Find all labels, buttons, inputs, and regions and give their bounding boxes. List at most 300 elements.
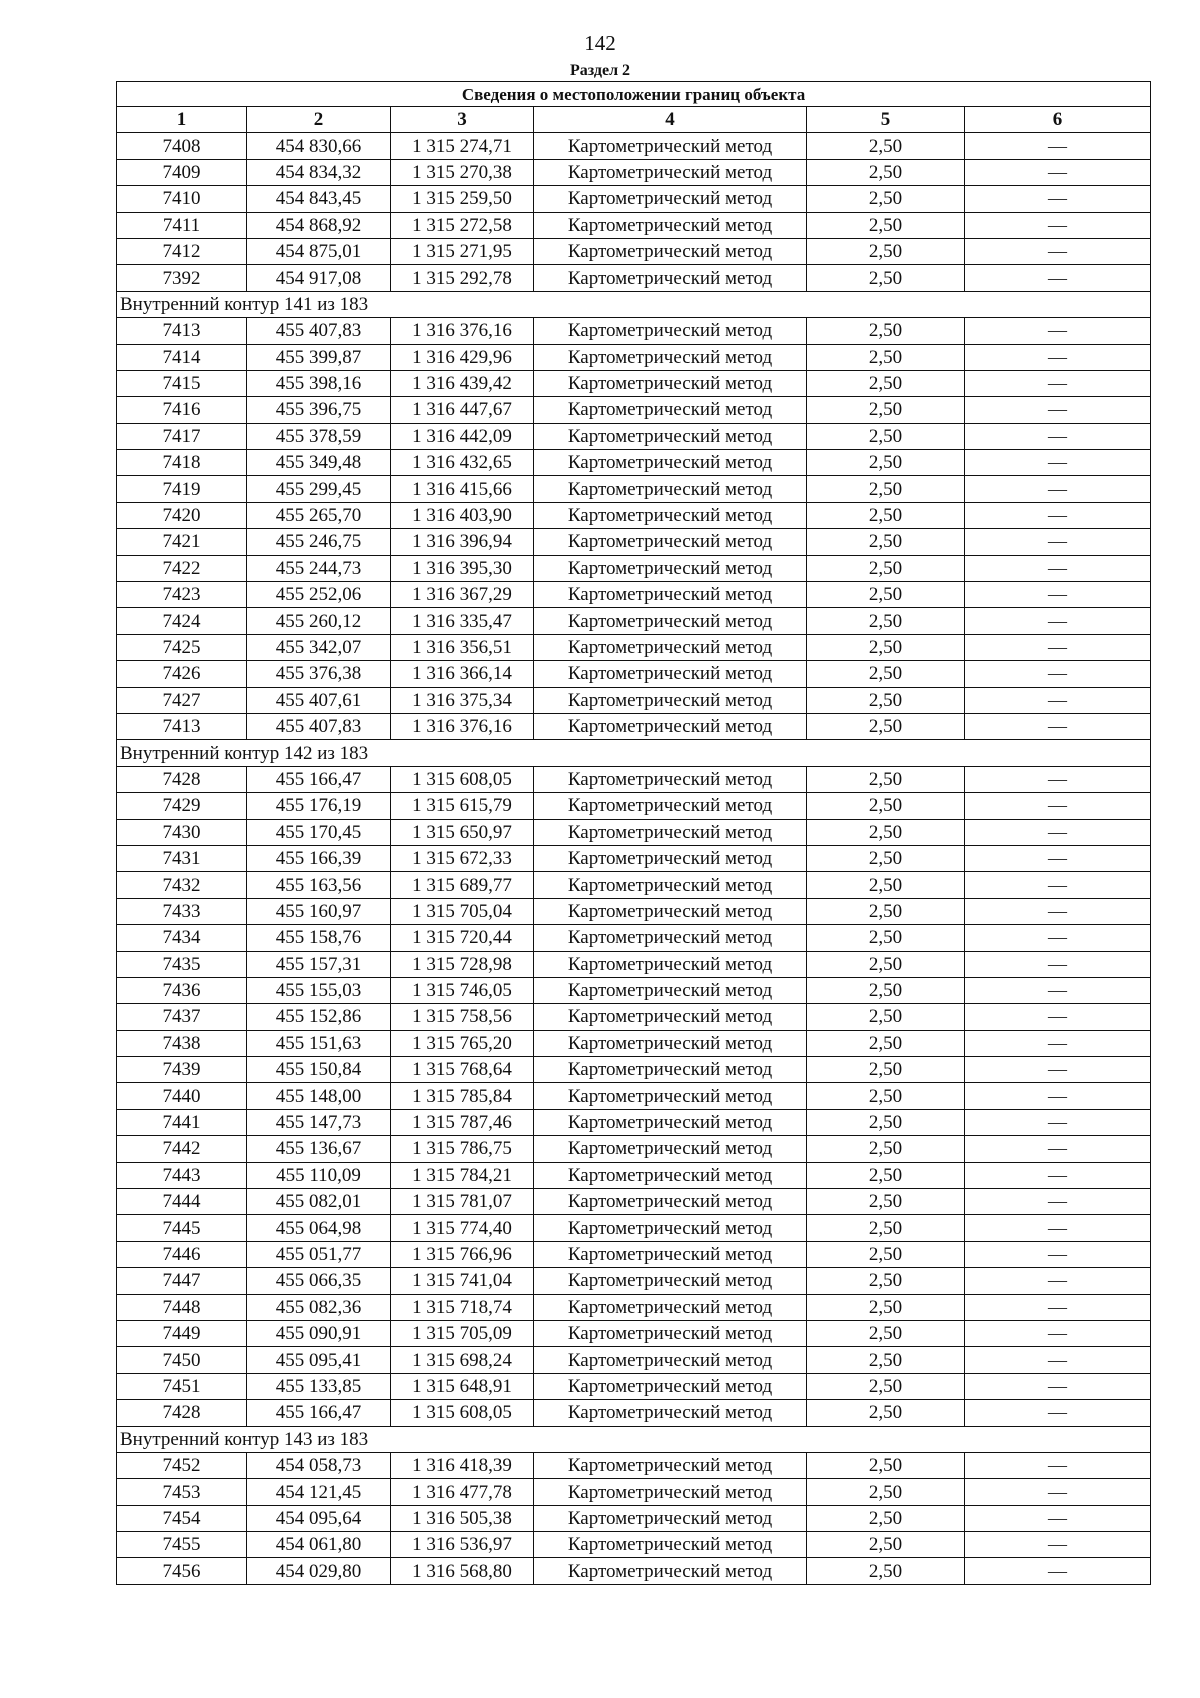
point-number-cell: 7414 bbox=[117, 344, 247, 370]
point-number-cell: 7412 bbox=[117, 238, 247, 264]
table-row bbox=[117, 238, 1151, 264]
y-coordinate-cell: 1 315 698,24 bbox=[391, 1347, 534, 1373]
table-row bbox=[117, 476, 1151, 502]
table-row bbox=[117, 634, 1151, 660]
point-number-cell: 7449 bbox=[117, 1320, 247, 1346]
table-row bbox=[117, 1532, 1151, 1558]
x-coordinate-cell: 455 152,86 bbox=[247, 1004, 391, 1030]
table-row bbox=[117, 1558, 1151, 1584]
x-coordinate-cell: 455 095,41 bbox=[247, 1347, 391, 1373]
method-cell: Картометрический метод bbox=[534, 951, 807, 977]
y-coordinate-cell: 1 315 608,05 bbox=[391, 1400, 534, 1426]
table-row bbox=[117, 1479, 1151, 1505]
y-coordinate-cell: 1 316 429,96 bbox=[391, 344, 534, 370]
description-cell: — bbox=[965, 1373, 1151, 1399]
description-cell: — bbox=[965, 634, 1151, 660]
point-number-cell: 7418 bbox=[117, 450, 247, 476]
accuracy-cell: 2,50 bbox=[807, 1452, 965, 1478]
method-cell: Картометрический метод bbox=[534, 1189, 807, 1215]
point-number-cell: 7424 bbox=[117, 608, 247, 634]
description-cell: — bbox=[965, 344, 1151, 370]
y-coordinate-cell: 1 315 608,05 bbox=[391, 766, 534, 792]
x-coordinate-cell: 455 066,35 bbox=[247, 1268, 391, 1294]
column-header-row bbox=[117, 107, 1151, 133]
table-row bbox=[117, 502, 1151, 528]
point-number-cell: 7420 bbox=[117, 502, 247, 528]
x-coordinate-cell: 455 082,01 bbox=[247, 1189, 391, 1215]
description-cell: — bbox=[965, 1136, 1151, 1162]
description-cell: — bbox=[965, 555, 1151, 581]
method-cell: Картометрический метод bbox=[534, 766, 807, 792]
contour-label: Внутренний контур 142 из 183 bbox=[117, 740, 1151, 766]
accuracy-cell: 2,50 bbox=[807, 1030, 965, 1056]
table-row bbox=[117, 555, 1151, 581]
description-cell: — bbox=[965, 898, 1151, 924]
table-row bbox=[117, 845, 1151, 871]
y-coordinate-cell: 1 315 765,20 bbox=[391, 1030, 534, 1056]
method-cell: Картометрический метод bbox=[534, 1320, 807, 1346]
description-cell: — bbox=[965, 318, 1151, 344]
table-row bbox=[117, 951, 1151, 977]
x-coordinate-cell: 454 834,32 bbox=[247, 159, 391, 185]
method-cell: Картометрический метод bbox=[534, 397, 807, 423]
method-cell: Картометрический метод bbox=[534, 502, 807, 528]
contour-header-row bbox=[117, 291, 1151, 317]
x-coordinate-cell: 455 407,61 bbox=[247, 687, 391, 713]
accuracy-cell: 2,50 bbox=[807, 925, 965, 951]
accuracy-cell: 2,50 bbox=[807, 1400, 965, 1426]
description-cell: — bbox=[965, 1241, 1151, 1267]
description-cell: — bbox=[965, 265, 1151, 291]
method-cell: Картометрический метод bbox=[534, 1083, 807, 1109]
table-row bbox=[117, 1268, 1151, 1294]
x-coordinate-cell: 455 158,76 bbox=[247, 925, 391, 951]
accuracy-cell: 2,50 bbox=[807, 370, 965, 396]
accuracy-cell: 2,50 bbox=[807, 687, 965, 713]
method-cell: Картометрический метод bbox=[534, 450, 807, 476]
y-coordinate-cell: 1 316 356,51 bbox=[391, 634, 534, 660]
point-number-cell: 7432 bbox=[117, 872, 247, 898]
accuracy-cell: 2,50 bbox=[807, 318, 965, 344]
point-number-cell: 7430 bbox=[117, 819, 247, 845]
point-number-cell: 7409 bbox=[117, 159, 247, 185]
x-coordinate-cell: 454 875,01 bbox=[247, 238, 391, 264]
y-coordinate-cell: 1 316 415,66 bbox=[391, 476, 534, 502]
y-coordinate-cell: 1 315 781,07 bbox=[391, 1189, 534, 1215]
x-coordinate-cell: 455 110,09 bbox=[247, 1162, 391, 1188]
column-header-4: 4 bbox=[534, 107, 807, 133]
section-title: Раздел 2 bbox=[569, 62, 631, 79]
accuracy-cell: 2,50 bbox=[807, 529, 965, 555]
point-number-cell: 7422 bbox=[117, 555, 247, 581]
description-cell: — bbox=[965, 450, 1151, 476]
y-coordinate-cell: 1 315 650,97 bbox=[391, 819, 534, 845]
method-cell: Картометрический метод bbox=[534, 1057, 807, 1083]
accuracy-cell: 2,50 bbox=[807, 555, 965, 581]
point-number-cell: 7431 bbox=[117, 845, 247, 871]
contour-label: Внутренний контур 141 из 183 bbox=[117, 291, 1151, 317]
method-cell: Картометрический метод bbox=[534, 1347, 807, 1373]
method-cell: Картометрический метод bbox=[534, 1136, 807, 1162]
accuracy-cell: 2,50 bbox=[807, 1057, 965, 1083]
accuracy-cell: 2,50 bbox=[807, 872, 965, 898]
description-cell: — bbox=[965, 608, 1151, 634]
table-row bbox=[117, 344, 1151, 370]
x-coordinate-cell: 455 252,06 bbox=[247, 582, 391, 608]
accuracy-cell: 2,50 bbox=[807, 397, 965, 423]
contour-label: Внутренний контур 143 из 183 bbox=[117, 1426, 1151, 1452]
description-cell: — bbox=[965, 1057, 1151, 1083]
table-row bbox=[117, 1452, 1151, 1478]
accuracy-cell: 2,50 bbox=[807, 1241, 965, 1267]
y-coordinate-cell: 1 315 272,58 bbox=[391, 212, 534, 238]
table-row bbox=[117, 1294, 1151, 1320]
table-row bbox=[117, 1347, 1151, 1373]
x-coordinate-cell: 455 396,75 bbox=[247, 397, 391, 423]
table-row bbox=[117, 212, 1151, 238]
table-row bbox=[117, 582, 1151, 608]
x-coordinate-cell: 455 260,12 bbox=[247, 608, 391, 634]
method-cell: Картометрический метод bbox=[534, 582, 807, 608]
method-cell: Картометрический метод bbox=[534, 133, 807, 159]
accuracy-cell: 2,50 bbox=[807, 1215, 965, 1241]
table-row bbox=[117, 687, 1151, 713]
accuracy-cell: 2,50 bbox=[807, 265, 965, 291]
y-coordinate-cell: 1 315 705,04 bbox=[391, 898, 534, 924]
accuracy-cell: 2,50 bbox=[807, 450, 965, 476]
y-coordinate-cell: 1 315 689,77 bbox=[391, 872, 534, 898]
method-cell: Картометрический метод bbox=[534, 423, 807, 449]
accuracy-cell: 2,50 bbox=[807, 344, 965, 370]
table-row bbox=[117, 1057, 1151, 1083]
accuracy-cell: 2,50 bbox=[807, 1373, 965, 1399]
y-coordinate-cell: 1 315 270,38 bbox=[391, 159, 534, 185]
table-row bbox=[117, 898, 1151, 924]
table-row bbox=[117, 133, 1151, 159]
x-coordinate-cell: 454 830,66 bbox=[247, 133, 391, 159]
table-row bbox=[117, 1373, 1151, 1399]
x-coordinate-cell: 455 246,75 bbox=[247, 529, 391, 555]
accuracy-cell: 2,50 bbox=[807, 713, 965, 739]
method-cell: Картометрический метод bbox=[534, 159, 807, 185]
accuracy-cell: 2,50 bbox=[807, 1558, 965, 1584]
point-number-cell: 7411 bbox=[117, 212, 247, 238]
accuracy-cell: 2,50 bbox=[807, 159, 965, 185]
point-number-cell: 7416 bbox=[117, 397, 247, 423]
y-coordinate-cell: 1 315 784,21 bbox=[391, 1162, 534, 1188]
point-number-cell: 7450 bbox=[117, 1347, 247, 1373]
contour-header-row bbox=[117, 1426, 1151, 1452]
x-coordinate-cell: 454 095,64 bbox=[247, 1505, 391, 1531]
y-coordinate-cell: 1 315 758,56 bbox=[391, 1004, 534, 1030]
x-coordinate-cell: 455 163,56 bbox=[247, 872, 391, 898]
accuracy-cell: 2,50 bbox=[807, 502, 965, 528]
point-number-cell: 7445 bbox=[117, 1215, 247, 1241]
table-row bbox=[117, 713, 1151, 739]
point-number-cell: 7413 bbox=[117, 318, 247, 344]
accuracy-cell: 2,50 bbox=[807, 1004, 965, 1030]
table-row bbox=[117, 1215, 1151, 1241]
table-body bbox=[117, 133, 1151, 1584]
method-cell: Картометрический метод bbox=[534, 661, 807, 687]
x-coordinate-cell: 455 136,67 bbox=[247, 1136, 391, 1162]
description-cell: — bbox=[965, 238, 1151, 264]
point-number-cell: 7415 bbox=[117, 370, 247, 396]
point-number-cell: 7427 bbox=[117, 687, 247, 713]
column-header-6: 6 bbox=[965, 107, 1151, 133]
x-coordinate-cell: 454 843,45 bbox=[247, 186, 391, 212]
x-coordinate-cell: 455 407,83 bbox=[247, 318, 391, 344]
x-coordinate-cell: 455 166,47 bbox=[247, 766, 391, 792]
y-coordinate-cell: 1 316 442,09 bbox=[391, 423, 534, 449]
table-caption-row bbox=[117, 82, 1151, 107]
method-cell: Картометрический метод bbox=[534, 1373, 807, 1399]
accuracy-cell: 2,50 bbox=[807, 238, 965, 264]
method-cell: Картометрический метод bbox=[534, 1400, 807, 1426]
y-coordinate-cell: 1 316 367,29 bbox=[391, 582, 534, 608]
x-coordinate-cell: 455 407,83 bbox=[247, 713, 391, 739]
y-coordinate-cell: 1 315 774,40 bbox=[391, 1215, 534, 1241]
y-coordinate-cell: 1 316 335,47 bbox=[391, 608, 534, 634]
x-coordinate-cell: 455 299,45 bbox=[247, 476, 391, 502]
table-row bbox=[117, 977, 1151, 1003]
table-row bbox=[117, 529, 1151, 555]
method-cell: Картометрический метод bbox=[534, 529, 807, 555]
point-number-cell: 7417 bbox=[117, 423, 247, 449]
point-number-cell: 7429 bbox=[117, 793, 247, 819]
y-coordinate-cell: 1 315 746,05 bbox=[391, 977, 534, 1003]
table-row bbox=[117, 661, 1151, 687]
method-cell: Картометрический метод bbox=[534, 318, 807, 344]
description-cell: — bbox=[965, 925, 1151, 951]
point-number-cell: 7392 bbox=[117, 265, 247, 291]
method-cell: Картометрический метод bbox=[534, 1109, 807, 1135]
x-coordinate-cell: 455 157,31 bbox=[247, 951, 391, 977]
x-coordinate-cell: 455 148,00 bbox=[247, 1083, 391, 1109]
method-cell: Картометрический метод bbox=[534, 186, 807, 212]
y-coordinate-cell: 1 316 447,67 bbox=[391, 397, 534, 423]
method-cell: Картометрический метод bbox=[534, 555, 807, 581]
point-number-cell: 7453 bbox=[117, 1479, 247, 1505]
table-row bbox=[117, 1400, 1151, 1426]
accuracy-cell: 2,50 bbox=[807, 476, 965, 502]
y-coordinate-cell: 1 316 536,97 bbox=[391, 1532, 534, 1558]
description-cell: — bbox=[965, 713, 1151, 739]
y-coordinate-cell: 1 316 366,14 bbox=[391, 661, 534, 687]
point-number-cell: 7419 bbox=[117, 476, 247, 502]
method-cell: Картометрический метод bbox=[534, 634, 807, 660]
table-row bbox=[117, 318, 1151, 344]
method-cell: Картометрический метод bbox=[534, 265, 807, 291]
table-row bbox=[117, 925, 1151, 951]
table-row bbox=[117, 450, 1151, 476]
accuracy-cell: 2,50 bbox=[807, 212, 965, 238]
x-coordinate-cell: 455 176,19 bbox=[247, 793, 391, 819]
y-coordinate-cell: 1 316 403,90 bbox=[391, 502, 534, 528]
point-number-cell: 7435 bbox=[117, 951, 247, 977]
point-number-cell: 7425 bbox=[117, 634, 247, 660]
point-number-cell: 7410 bbox=[117, 186, 247, 212]
table-row bbox=[117, 766, 1151, 792]
x-coordinate-cell: 455 398,16 bbox=[247, 370, 391, 396]
y-coordinate-cell: 1 316 477,78 bbox=[391, 1479, 534, 1505]
x-coordinate-cell: 455 378,59 bbox=[247, 423, 391, 449]
accuracy-cell: 2,50 bbox=[807, 1109, 965, 1135]
x-coordinate-cell: 455 166,47 bbox=[247, 1400, 391, 1426]
table-row bbox=[117, 370, 1151, 396]
y-coordinate-cell: 1 315 720,44 bbox=[391, 925, 534, 951]
column-header-2: 2 bbox=[247, 107, 391, 133]
point-number-cell: 7447 bbox=[117, 1268, 247, 1294]
point-number-cell: 7442 bbox=[117, 1136, 247, 1162]
description-cell: — bbox=[965, 582, 1151, 608]
description-cell: — bbox=[965, 1400, 1151, 1426]
method-cell: Картометрический метод bbox=[534, 212, 807, 238]
point-number-cell: 7438 bbox=[117, 1030, 247, 1056]
y-coordinate-cell: 1 315 718,74 bbox=[391, 1294, 534, 1320]
accuracy-cell: 2,50 bbox=[807, 1532, 965, 1558]
point-number-cell: 7441 bbox=[117, 1109, 247, 1135]
x-coordinate-cell: 455 399,87 bbox=[247, 344, 391, 370]
description-cell: — bbox=[965, 159, 1151, 185]
boundary-coordinates-table bbox=[116, 81, 1151, 1585]
table-row bbox=[117, 159, 1151, 185]
y-coordinate-cell: 1 316 376,16 bbox=[391, 318, 534, 344]
accuracy-cell: 2,50 bbox=[807, 1294, 965, 1320]
accuracy-cell: 2,50 bbox=[807, 1268, 965, 1294]
page-number: 142 bbox=[584, 31, 616, 55]
x-coordinate-cell: 455 147,73 bbox=[247, 1109, 391, 1135]
column-header-3: 3 bbox=[391, 107, 534, 133]
description-cell: — bbox=[965, 1189, 1151, 1215]
x-coordinate-cell: 454 121,45 bbox=[247, 1479, 391, 1505]
point-number-cell: 7446 bbox=[117, 1241, 247, 1267]
table-row bbox=[117, 423, 1151, 449]
table-row bbox=[117, 1241, 1151, 1267]
accuracy-cell: 2,50 bbox=[807, 845, 965, 871]
accuracy-cell: 2,50 bbox=[807, 1162, 965, 1188]
y-coordinate-cell: 1 316 376,16 bbox=[391, 713, 534, 739]
description-cell: — bbox=[965, 1162, 1151, 1188]
accuracy-cell: 2,50 bbox=[807, 1320, 965, 1346]
table-row bbox=[117, 819, 1151, 845]
y-coordinate-cell: 1 315 648,91 bbox=[391, 1373, 534, 1399]
description-cell: — bbox=[965, 766, 1151, 792]
table-row bbox=[117, 397, 1151, 423]
description-cell: — bbox=[965, 845, 1151, 871]
method-cell: Картометрический метод bbox=[534, 687, 807, 713]
description-cell: — bbox=[965, 819, 1151, 845]
method-cell: Картометрический метод bbox=[534, 845, 807, 871]
description-cell: — bbox=[965, 1083, 1151, 1109]
contour-header-row bbox=[117, 740, 1151, 766]
description-cell: — bbox=[965, 1215, 1151, 1241]
method-cell: Картометрический метод bbox=[534, 793, 807, 819]
table-row bbox=[117, 1030, 1151, 1056]
point-number-cell: 7448 bbox=[117, 1294, 247, 1320]
point-number-cell: 7444 bbox=[117, 1189, 247, 1215]
table-row bbox=[117, 1162, 1151, 1188]
description-cell: — bbox=[965, 133, 1151, 159]
point-number-cell: 7437 bbox=[117, 1004, 247, 1030]
description-cell: — bbox=[965, 977, 1151, 1003]
x-coordinate-cell: 454 917,08 bbox=[247, 265, 391, 291]
y-coordinate-cell: 1 316 432,65 bbox=[391, 450, 534, 476]
accuracy-cell: 2,50 bbox=[807, 608, 965, 634]
accuracy-cell: 2,50 bbox=[807, 1347, 965, 1373]
x-coordinate-cell: 455 376,38 bbox=[247, 661, 391, 687]
accuracy-cell: 2,50 bbox=[807, 977, 965, 1003]
table-row bbox=[117, 1109, 1151, 1135]
table-caption: Сведения о местоположении границ объекта bbox=[117, 82, 1151, 107]
description-cell: — bbox=[965, 1558, 1151, 1584]
table-row bbox=[117, 1320, 1151, 1346]
method-cell: Картометрический метод bbox=[534, 1030, 807, 1056]
y-coordinate-cell: 1 315 785,84 bbox=[391, 1083, 534, 1109]
description-cell: — bbox=[965, 1479, 1151, 1505]
description-cell: — bbox=[965, 951, 1151, 977]
x-coordinate-cell: 455 133,85 bbox=[247, 1373, 391, 1399]
x-coordinate-cell: 455 349,48 bbox=[247, 450, 391, 476]
point-number-cell: 7443 bbox=[117, 1162, 247, 1188]
point-number-cell: 7451 bbox=[117, 1373, 247, 1399]
description-cell: — bbox=[965, 1030, 1151, 1056]
y-coordinate-cell: 1 316 418,39 bbox=[391, 1452, 534, 1478]
y-coordinate-cell: 1 315 271,95 bbox=[391, 238, 534, 264]
description-cell: — bbox=[965, 502, 1151, 528]
y-coordinate-cell: 1 315 787,46 bbox=[391, 1109, 534, 1135]
y-coordinate-cell: 1 316 505,38 bbox=[391, 1505, 534, 1531]
accuracy-cell: 2,50 bbox=[807, 951, 965, 977]
y-coordinate-cell: 1 315 705,09 bbox=[391, 1320, 534, 1346]
x-coordinate-cell: 454 029,80 bbox=[247, 1558, 391, 1584]
point-number-cell: 7426 bbox=[117, 661, 247, 687]
method-cell: Картометрический метод bbox=[534, 713, 807, 739]
table-row bbox=[117, 1505, 1151, 1531]
x-coordinate-cell: 455 082,36 bbox=[247, 1294, 391, 1320]
method-cell: Картометрический метод bbox=[534, 476, 807, 502]
point-number-cell: 7428 bbox=[117, 766, 247, 792]
y-coordinate-cell: 1 315 728,98 bbox=[391, 951, 534, 977]
y-coordinate-cell: 1 315 766,96 bbox=[391, 1241, 534, 1267]
x-coordinate-cell: 455 166,39 bbox=[247, 845, 391, 871]
point-number-cell: 7452 bbox=[117, 1452, 247, 1478]
y-coordinate-cell: 1 315 672,33 bbox=[391, 845, 534, 871]
description-cell: — bbox=[965, 1320, 1151, 1346]
table-row bbox=[117, 872, 1151, 898]
point-number-cell: 7413 bbox=[117, 713, 247, 739]
table-row bbox=[117, 793, 1151, 819]
method-cell: Картометрический метод bbox=[534, 608, 807, 634]
accuracy-cell: 2,50 bbox=[807, 766, 965, 792]
table-row bbox=[117, 1083, 1151, 1109]
column-header-5: 5 bbox=[807, 107, 965, 133]
y-coordinate-cell: 1 315 615,79 bbox=[391, 793, 534, 819]
y-coordinate-cell: 1 315 741,04 bbox=[391, 1268, 534, 1294]
description-cell: — bbox=[965, 687, 1151, 713]
accuracy-cell: 2,50 bbox=[807, 1136, 965, 1162]
method-cell: Картометрический метод bbox=[534, 1215, 807, 1241]
description-cell: — bbox=[965, 1268, 1151, 1294]
description-cell: — bbox=[965, 1109, 1151, 1135]
accuracy-cell: 2,50 bbox=[807, 423, 965, 449]
x-coordinate-cell: 455 265,70 bbox=[247, 502, 391, 528]
method-cell: Картометрический метод bbox=[534, 819, 807, 845]
description-cell: — bbox=[965, 529, 1151, 555]
accuracy-cell: 2,50 bbox=[807, 793, 965, 819]
table-row bbox=[117, 265, 1151, 291]
x-coordinate-cell: 455 150,84 bbox=[247, 1057, 391, 1083]
